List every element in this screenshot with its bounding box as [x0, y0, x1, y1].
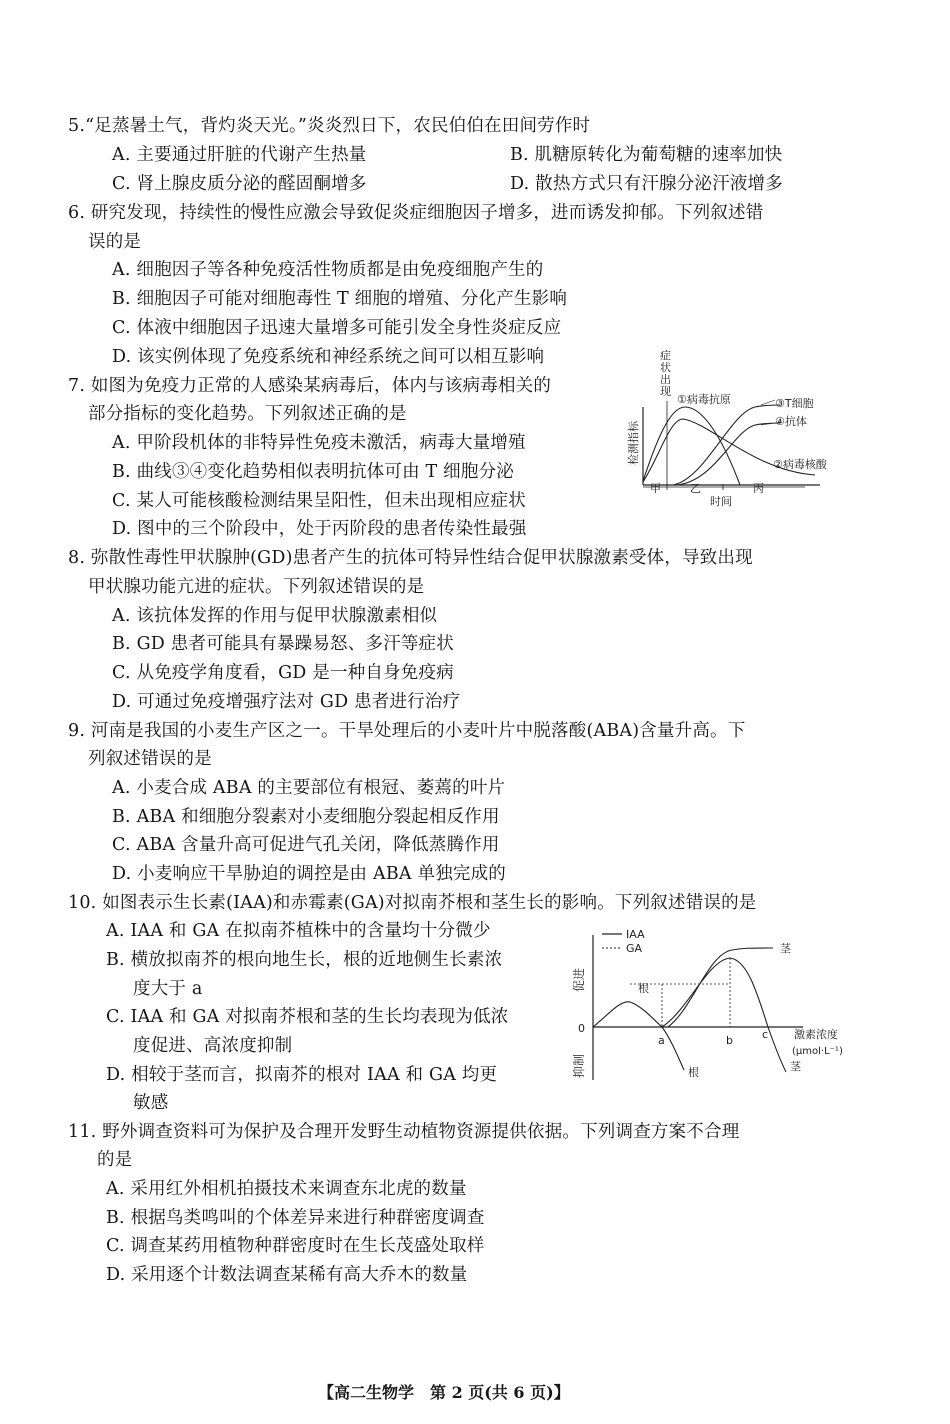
q6-option-b: B. 细胞因子可能对细胞毒性 T 细胞的增殖、分化产生影响: [112, 289, 568, 309]
root-label-upper: 根: [638, 982, 649, 995]
symptom-label: [660, 348, 671, 398]
q9-option-a: A. 小麦合成 ABA 的主要部位有根冠、萎蔫的叶片: [112, 778, 506, 798]
label-antibody: ④抗体: [775, 415, 807, 428]
x-axis-label-line1: 激素浓度: [794, 1028, 838, 1041]
svg-text:症: 症: [660, 349, 671, 362]
stage-yi: 乙: [690, 482, 701, 495]
root-label-lower: 根: [688, 1066, 699, 1079]
q5-option-d: D. 散热方式只有汗腺分泌汗液增多: [510, 174, 783, 194]
q10-option-c-line1: C. IAA 和 GA 对拟南芥根和茎的生长均表现为低浓: [106, 1007, 509, 1027]
stage-bing: 丙: [753, 482, 764, 495]
y-axis-label: 检测指标: [627, 421, 640, 465]
legend-iaa: IAA: [626, 928, 645, 941]
q11-stem-line2: 的是: [97, 1150, 133, 1170]
curve-t-cell: [673, 405, 780, 485]
q10-option-a: A. IAA 和 GA 在拟南芥植株中的含量均十分微少: [106, 921, 491, 941]
q9-stem-line1: 9. 河南是我国的小麦生产区之一。干旱处理后的小麦叶片中脱落酸(ABA)含量升高。下: [68, 721, 746, 741]
q10-option-b-line1: B. 横放拟南芥的根向地生长，根的近地侧生长素浓: [106, 950, 503, 970]
q11-option-c: C. 调查某药用植物种群密度时在生长茂盛处取样: [106, 1236, 485, 1256]
q8-option-c: C. 从免疫学角度看，GD 是一种自身免疫病: [112, 663, 454, 683]
q5-option-c: C. 肾上腺皮质分泌的醛固酮增多: [112, 174, 367, 194]
q7-stem-line1: 7. 如图为免疫力正常的人感染某病毒后，体内与该病毒相关的: [68, 376, 552, 396]
stem-label-lower: 茎: [790, 1060, 801, 1073]
root-ga-curve: [593, 1002, 662, 1027]
q6-stem-line1: 6. 研究发现，持续性的慢性应激会导致促炎症细胞因子增多，进而诱发抑郁。下列叙述错: [68, 203, 764, 223]
origin-zero: 0: [578, 1022, 585, 1035]
q7-option-c: C. 某人可能核酸检测结果呈阳性，但未出现相应症状: [112, 491, 526, 511]
q9-stem-line2: 列叙述错误的是: [88, 749, 212, 769]
q7-option-b: B. 曲线③④变化趋势相似表明抗体可由 T 细胞分泌: [112, 462, 514, 482]
q7-figure: [615, 345, 830, 510]
curve-antibody: [677, 423, 780, 485]
svg-text:现: 现: [660, 385, 671, 398]
svg-text:出: 出: [660, 373, 671, 386]
q8-stem-line2: 甲状腺功能亢进的症状。下列叙述错误的是: [88, 577, 425, 597]
stem-iaa-curve: [662, 958, 786, 1072]
stem-ga-curve: [668, 948, 773, 1027]
label-viral-nucleic-acid: ②病毒核酸: [773, 458, 827, 471]
svg-text:状: 状: [660, 361, 671, 374]
x-axis-label-line2: (μmol·L⁻¹): [792, 1046, 843, 1057]
y-label-promote: 促进: [572, 967, 586, 992]
q10-option-c-line2: 度促进、高浓度抑制: [133, 1036, 293, 1056]
tick-b: b: [726, 1034, 733, 1047]
q7-option-a: A. 甲阶段机体的非特异性免疫未激活，病毒大量增殖: [112, 433, 526, 453]
q10-option-d-line2: 敏感: [133, 1093, 169, 1113]
curve-t-cell-leader: [761, 400, 775, 405]
q8-option-b: B. GD 患者可能具有暴躁易怒、多汗等症状: [112, 634, 454, 654]
curve-viral-antigen: [643, 407, 740, 485]
q10-option-b-line2: 度大于 a: [133, 979, 203, 999]
q8-stem-line1: 8. 弥散性毒性甲状腺肿(GD)患者产生的抗体可特异性结合促甲状腺激素受体，导致出现: [68, 548, 753, 568]
q10-option-d-line1: D. 相较于茎而言，拟南芥的根对 IAA 和 GA 均更: [106, 1065, 498, 1085]
curve-viral-nucleic-acid: [643, 419, 815, 482]
root-iaa-curve: [593, 1002, 684, 1070]
q9-option-b: B. ABA 和细胞分裂素对小麦细胞分裂起相反作用: [112, 807, 500, 827]
q10-figure: [568, 920, 858, 1080]
label-t-cell: ③T细胞: [775, 397, 814, 410]
q8-option-a: A. 该抗体发挥的作用与促甲状腺激素相似: [112, 606, 438, 626]
tick-a: a: [658, 1034, 665, 1047]
y-label-inhibit: 抑制: [572, 1053, 586, 1078]
q5-stem: 5.“足蒸暑土气，背灼炎天光。”炎炎烈日下，农民伯伯在田间劳作时: [68, 116, 591, 136]
q9-option-d: D. 小麦响应干旱胁迫的调控是由 ABA 单独完成的: [112, 864, 506, 884]
label-viral-antigen: ①病毒抗原: [677, 393, 731, 406]
q10-stem: 10. 如图表示生长素(IAA)和赤霉素(GA)对拟南芥根和茎生长的影响。下列叙述错误的是: [68, 893, 757, 913]
q11-stem-line1: 11. 野外调查资料可为保护及合理开发野生动植物资源提供依据。下列调查方案不合理: [68, 1122, 740, 1142]
q11-option-a: A. 采用红外相机拍摄技术来调查东北虎的数量: [106, 1179, 467, 1199]
q11-option-b: B. 根据鸟类鸣叫的个体差异来进行种群密度调查: [106, 1208, 485, 1228]
q7-option-d: D. 图中的三个阶段中，处于丙阶段的患者传染性最强: [112, 519, 527, 539]
legend-ga: GA: [626, 942, 643, 955]
q5-option-b: B. 肌糖原转化为葡萄糖的速率加快: [510, 145, 783, 165]
tick-c: c: [762, 1028, 769, 1041]
q9-option-c: C. ABA 含量升高可促进气孔关闭，降低蒸腾作用: [112, 835, 500, 855]
stem-label-upper: 茎: [780, 942, 791, 955]
q11-option-d: D. 采用逐个计数法调查某稀有高大乔木的数量: [106, 1265, 468, 1285]
q6-option-d: D. 该实例体现了免疫系统和神经系统之间可以相互影响: [112, 347, 545, 367]
q6-option-c: C. 体液中细胞因子迅速大量增多可能引发全身性炎症反应: [112, 318, 562, 338]
q8-option-d: D. 可通过免疫增强疗法对 GD 患者进行治疗: [112, 692, 461, 712]
q6-option-a: A. 细胞因子等各种免疫活性物质都是由免疫细胞产生的: [112, 260, 544, 280]
page-footer: 【高二生物学 第 2 页(共 6 页)】: [318, 1383, 570, 1402]
q7-stem-line2: 部分指标的变化趋势。下列叙述正确的是: [88, 404, 407, 424]
q5-option-a: A. 主要通过肝脏的代谢产生热量: [112, 145, 367, 165]
stage-jia: 甲: [650, 482, 661, 495]
x-axis-label: 时间: [710, 495, 732, 508]
q6-stem-line2: 误的是: [88, 232, 142, 252]
